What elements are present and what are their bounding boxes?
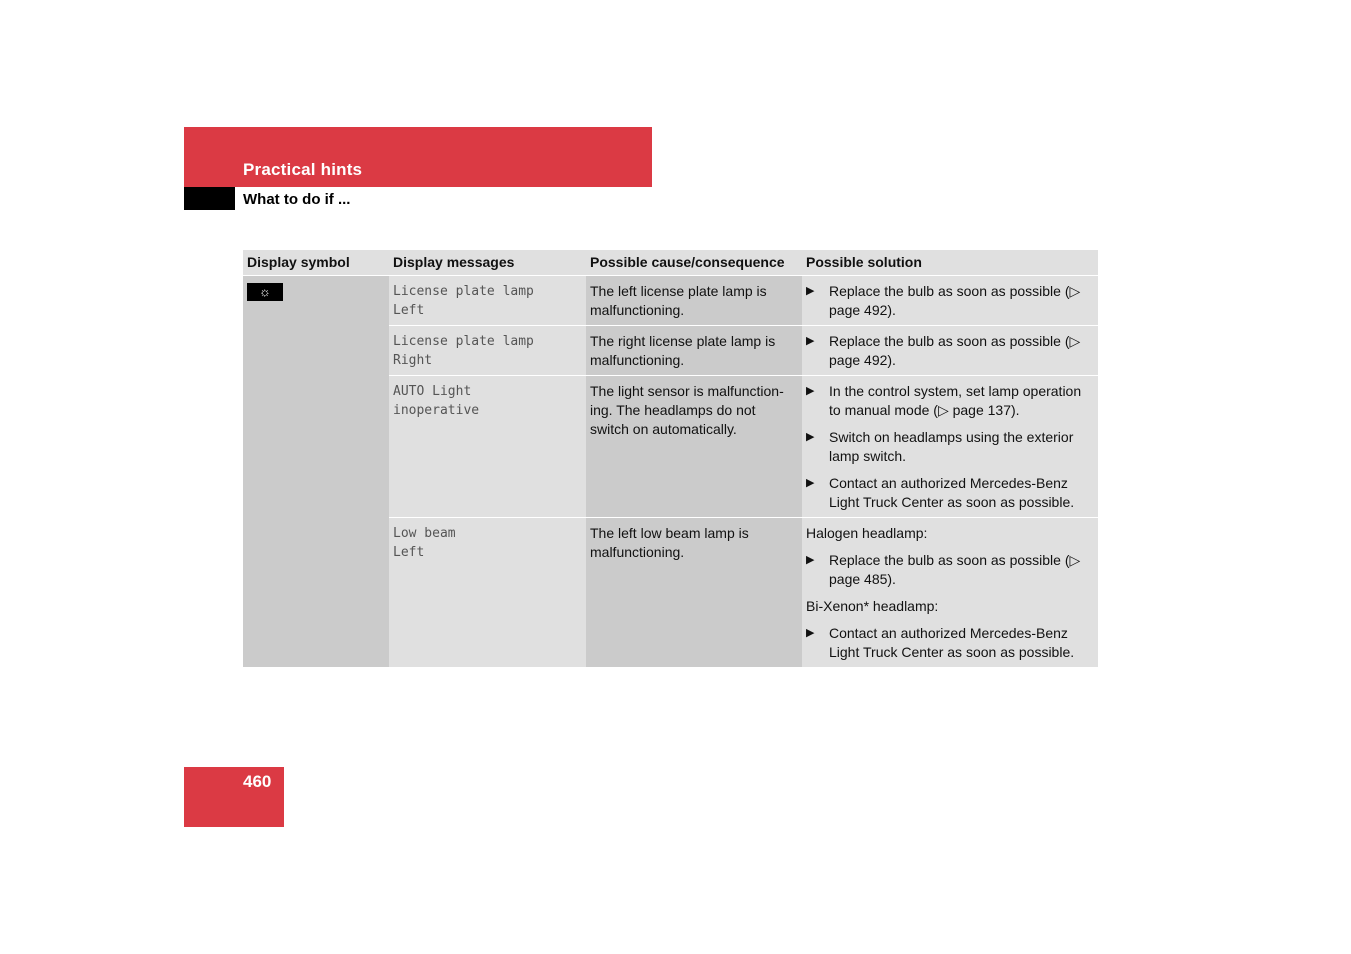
solution-step-text: Switch on headlamps using the exterior lamp switch. (829, 429, 1074, 464)
solution-cell (802, 326, 1098, 376)
solution-step-text: Contact an authorized Mercedes-Benz Light Truck Center as soon as possible. (829, 475, 1075, 510)
solution-step (806, 428, 1094, 466)
display-message-cell (389, 376, 586, 518)
page-number: 460 (243, 772, 272, 791)
subsection-title: What to do if ... (243, 191, 351, 208)
display-message-cell (389, 518, 586, 668)
solution-cell (802, 376, 1098, 518)
solution-heading: Bi-Xenon* headlamp: (806, 598, 939, 614)
display-message-line: Low beam (393, 526, 456, 541)
solution-step-text: Replace the bulb as soon as possible (▷ page 485). (829, 552, 1081, 587)
cause-cell: The left low beam lamp is malfunctioning. (586, 518, 802, 668)
bullet-arrow-icon: ▶ (806, 431, 815, 443)
display-message-line: License plate lamp (393, 284, 534, 299)
display-message-line: Left (393, 545, 425, 560)
display-message-line: License plate lamp (393, 334, 534, 349)
solution-step-text: In the control system, set lamp operation to manual mode (▷ page 137). (829, 383, 1082, 418)
display-message-cell (389, 276, 586, 326)
display-message-line: Right (393, 353, 433, 368)
bullet-arrow-icon: ▶ (806, 627, 815, 639)
solution-step (806, 474, 1094, 512)
bullet-arrow-icon: ▶ (806, 477, 815, 489)
section-title: Practical hints (243, 160, 363, 179)
column-header-possible-cause: Possible cause/consequence (586, 250, 802, 276)
column-header-possible-solution: Possible solution (802, 250, 1098, 276)
solution-step-text: Replace the bulb as soon as possible (▷ page 492). (829, 283, 1081, 318)
bullet-arrow-icon: ▶ (806, 385, 815, 397)
solution-step (806, 551, 1094, 589)
solution-step-text: Replace the bulb as soon as possible (▷ page 492). (829, 333, 1081, 368)
solution-cell (802, 518, 1098, 668)
display-message-cell (389, 326, 586, 376)
solution-step (806, 382, 1094, 420)
table-header-row (243, 250, 1098, 276)
cause-cell: The left license plate lamp is malfunctioning. (586, 276, 802, 326)
display-messages-table (243, 250, 1098, 668)
bullet-arrow-icon: ▶ (806, 285, 815, 297)
solution-step (806, 332, 1094, 370)
display-message-line: inoperative (393, 403, 480, 418)
solution-step-text: Contact an authorized Mercedes-Benz Light Truck Center as soon as possible. (829, 625, 1075, 660)
display-message-line: AUTO Light (393, 384, 472, 399)
display-symbol-cell (243, 276, 389, 668)
solution-step (806, 624, 1094, 662)
cause-cell: The light sensor is malfunction-ing. The headlamps do not switch on automatically. (586, 376, 802, 518)
section-marker (184, 187, 235, 210)
display-message-line: Left (393, 303, 425, 318)
solution-cell (802, 276, 1098, 326)
bullet-arrow-icon: ▶ (806, 335, 815, 347)
table-body (243, 276, 1098, 668)
table-row (243, 276, 1098, 326)
cause-cell: The right license plate lamp is malfunctioning. (586, 326, 802, 376)
lamp-icon: ☼ (247, 283, 283, 301)
solution-heading: Halogen headlamp: (806, 525, 928, 541)
column-header-display-messages: Display messages (389, 250, 586, 276)
bullet-arrow-icon: ▶ (806, 554, 815, 566)
column-header-display-symbol: Display symbol (243, 250, 389, 276)
solution-step (806, 282, 1094, 320)
